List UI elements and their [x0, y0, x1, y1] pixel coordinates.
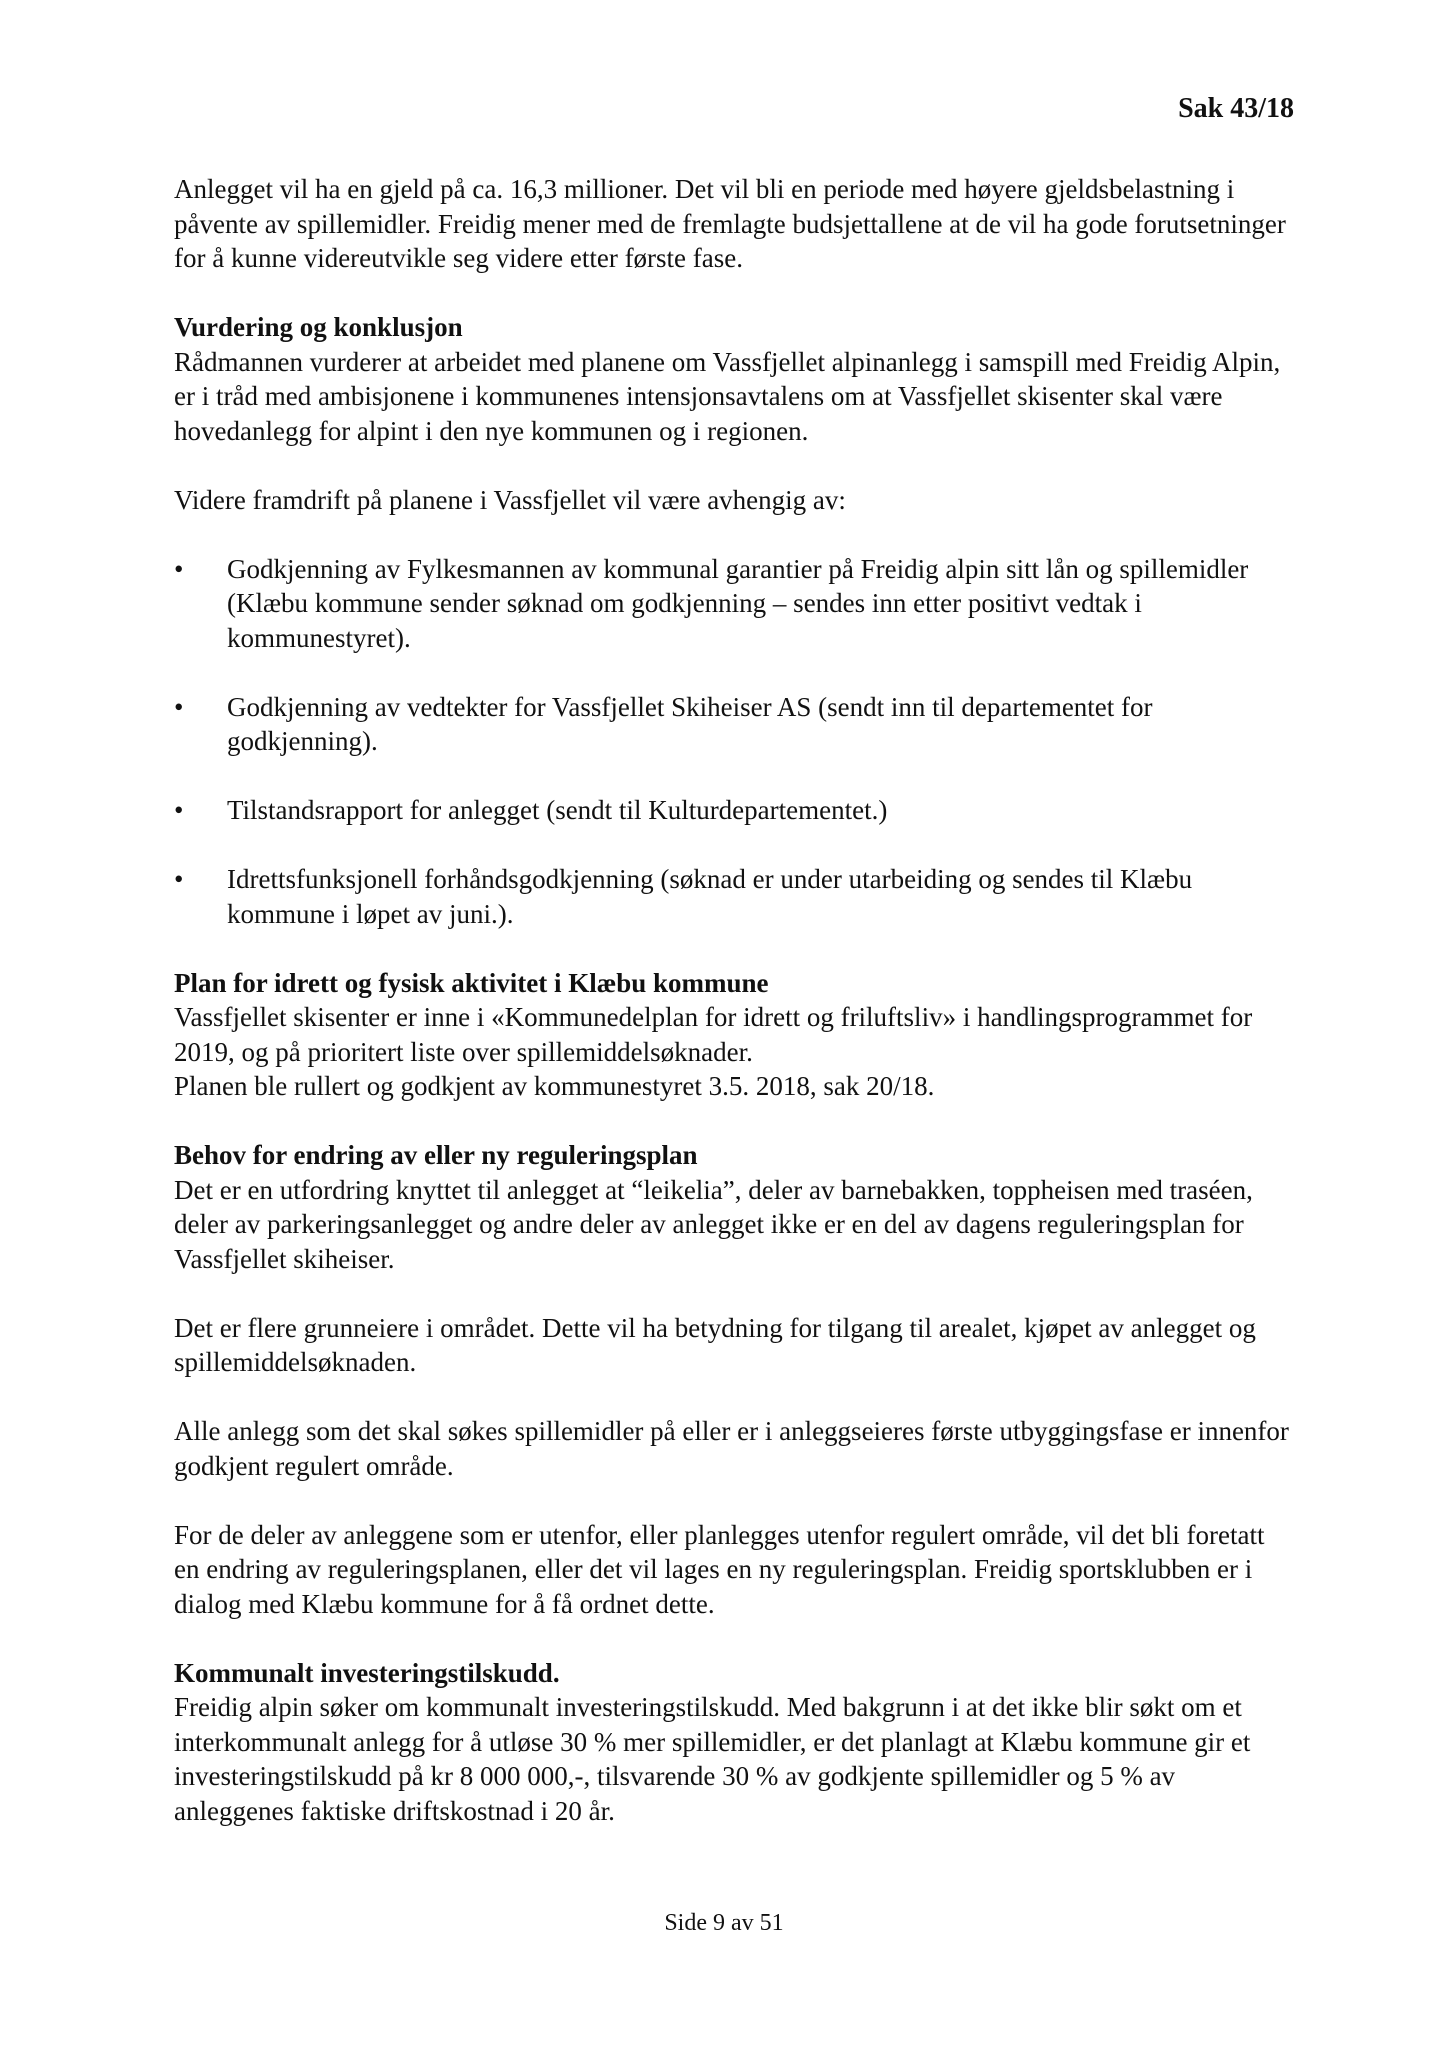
- bullet-icon: •: [174, 795, 184, 825]
- list-item: [174, 552, 1294, 656]
- page-number: Side 9 av 51: [664, 1910, 784, 1936]
- bullet-icon: •: [174, 864, 184, 894]
- bullet-icon: •: [174, 691, 184, 722]
- bullet-icon: •: [174, 553, 184, 584]
- intro-paragraph: Anlegget vil ha en gjeld på ca. 16,3 millioner. Det vil bli en periode med høyere gjeldsbelastning i påvente av spillemidler. Freidig mener med de fremlagte budsjettallene at de vil ha gode forutsetninger for å kunne videreutvikle seg videre etter første fase.: [174, 174, 1286, 273]
- investering-paragraph: Freidig alpin søker om kommunalt investeringstilskudd. Med bakgrunn i at det ikke blir søkt om et interkommunalt anlegg for å utløse 30 % mer spillemidler, er det planlagt at Klæbu kommune gir et investeringstilskudd på kr 8 000 000,-, tilsvarende 30 % av godkjente spillemidler og 5 % av anleggenes faktiske driftskostnad i 20 år.: [174, 1692, 1251, 1826]
- plan-idrett-line-1: Vassfjellet skisenter er inne i «Kommunedelplan for idrett og friluftsliv» i handlingsprogrammet for 2019, og på prioritert liste over spillemiddelsøknader.: [174, 1002, 1253, 1067]
- list-item-text: Godkjenning av vedtekter for Vassfjellet Skiheiser AS (sendt inn til departementet for godkjenning).: [227, 691, 1153, 756]
- regulering-paragraph-3: Alle anlegg som det skal søkes spillemidler på eller er i anleggseieres første utbyggingsfase er innenfor godkjent regulert område.: [174, 1416, 1289, 1481]
- list-item-text: Idrettsfunksjonell forhåndsgodkjenning (søknad er under utarbeiding og sendes til Klæbu kommune i løpet av juni.).: [227, 864, 1193, 929]
- plan-idrett-line-2: Planen ble rullert og godkjent av kommunestyret 3.5. 2018, sak 20/18.: [174, 1071, 935, 1101]
- regulering-paragraph-4: For de deler av anleggene som er utenfor, eller planlegges utenfor regulert område, vil det bli foretatt en endring av reguleringsplanen, eller det vil lages en ny reguleringsplan. Freidig sportsklubben er i dialog med Klæbu kommune for å få ordnet dette.: [174, 1519, 1265, 1619]
- list-item: [174, 862, 1294, 931]
- case-reference: Sak 43/18: [1178, 93, 1294, 124]
- framdrift-intro: Videre framdrift på planene i Vassfjellet vil være avhengig av:: [174, 484, 846, 515]
- heading-investering: Kommunalt investeringstilskudd.: [174, 1657, 560, 1688]
- vurdering-paragraph: Rådmannen vurderer at arbeidet med planene om Vassfjellet alpinanlegg i samspill med Freidig Alpin, er i tråd med ambisjonene i kommunenes intensjonsavtalens om at Vassfjellet skisenter skal være hovedanlegg for alpint i den nye kommunen og i regionen.: [174, 346, 1281, 446]
- regulering-paragraph-1: Det er en utfordring knyttet til anlegget at “leikelia”, deler av barnebakken, toppheisen med traséen, deler av parkeringsanlegget og andre deler av anlegget ikke er en del av dagens reguleringsplan for Vassfjellet skiheiser.: [174, 1174, 1253, 1274]
- heading-plan-idrett: Plan for idrett og fysisk aktivitet i Klæbu kommune: [174, 967, 769, 998]
- section-vurdering: [174, 310, 1294, 448]
- list-item: [174, 793, 1294, 828]
- regulering-paragraph-2: Det er flere grunneiere i området. Dette vil ha betydning for tilgang til arealet, kjøpet av anlegget og spillemiddelsøknaden.: [174, 1312, 1256, 1377]
- section-investering: [174, 1656, 1294, 1829]
- section-regulering: [174, 1138, 1294, 1276]
- list-item-text: Godkjenning av Fylkesmannen av kommunal garantier på Freidig alpin sitt lån og spillemidler (Klæbu kommune sender søknad om godkjenning – sendes inn etter positivt vedtak i kommunestyret).: [227, 553, 1249, 653]
- list-item: [174, 690, 1294, 759]
- framdrift-list: [174, 552, 1294, 932]
- heading-regulering: Behov for endring av eller ny reguleringsplan: [174, 1140, 698, 1170]
- list-item-text: Tilstandsrapport for anlegget (sendt til Kulturdepartementet.): [227, 795, 888, 825]
- document-body: [174, 172, 1294, 1863]
- section-plan-idrett: [174, 966, 1294, 1104]
- heading-vurdering: Vurdering og konklusjon: [174, 312, 463, 342]
